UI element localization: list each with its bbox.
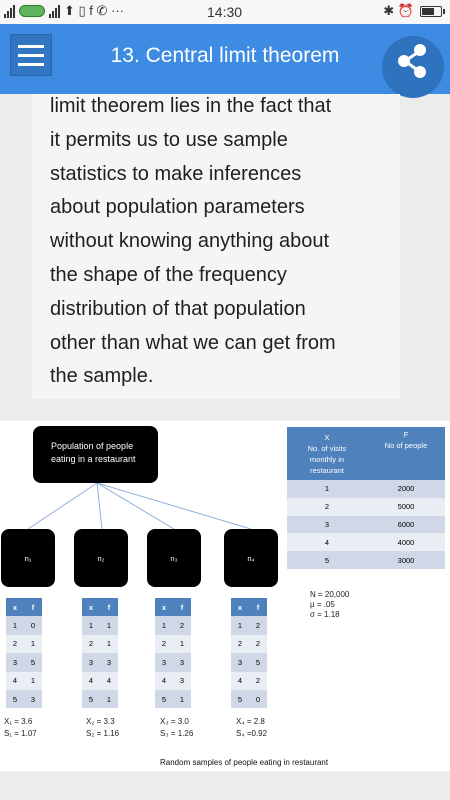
sample-box-n1: n₁ [1,529,55,587]
sample-stats-n2: X₂ = 3.3 S₂ = 1.16 [86,717,120,738]
app-bar [0,24,450,94]
status-bar [0,0,450,24]
status-icons: ✱ ⏰ [383,3,414,18]
page-title: 13. Central limit theorem [110,44,340,67]
sample-table-n4: x f 1 2 2 2 3 5 4 2 5 0 [231,598,267,708]
sample-box-n4: n₄ [224,529,278,587]
carrier-logo [19,5,45,17]
sample-box-n2: n₂ [74,529,128,587]
battery-icon [420,6,442,17]
sample-stats-n3: X₃ = 3.0 S₃ = 1.26 [160,717,194,738]
figure-caption: Random samples of people eating in restaurant [160,758,329,767]
sampling-diagram [0,421,450,771]
sample-table-n3: x f 1 2 2 1 3 3 4 3 5 1 [155,598,191,708]
sample-table-n1: x f 1 0 2 1 3 5 4 1 5 3 [6,598,42,708]
content-card [32,94,400,399]
share-icon [382,36,444,98]
status-time: 14:30 [207,4,243,20]
share-button[interactable] [382,36,444,98]
population-parameters: N = 20,000 µ = .05 σ = 1.18 [310,590,350,619]
signal-icon [4,4,15,18]
sample-stats-n4: X₄ = 2.8 S₄ =0.92 [236,717,268,738]
notification-icons: ⬆ ▯ f ✆ ··· [64,3,124,18]
population-box: Population of people eating in a restaurant [33,426,158,483]
sample-table-n2: x f 1 1 2 1 3 3 4 4 5 1 [82,598,118,708]
content-paragraph: limit theorem lies in the fact that it permits us to use sample statistics to make inferences about population parameters without knowing anything about the shape of the frequency distribution of that population other than what we can get from the sample. [50,95,336,388]
population-frequency-table: X No. of visits monthly in restaurant F No of people 1 2000 2 5000 3 6000 4 4000 5 3000 [287,427,445,569]
sample-box-n3: n₃ [147,529,201,587]
signal-icon [49,4,60,18]
sample-stats-n1: X₁ = 3.6 S₁ = 1.07 [4,717,37,738]
